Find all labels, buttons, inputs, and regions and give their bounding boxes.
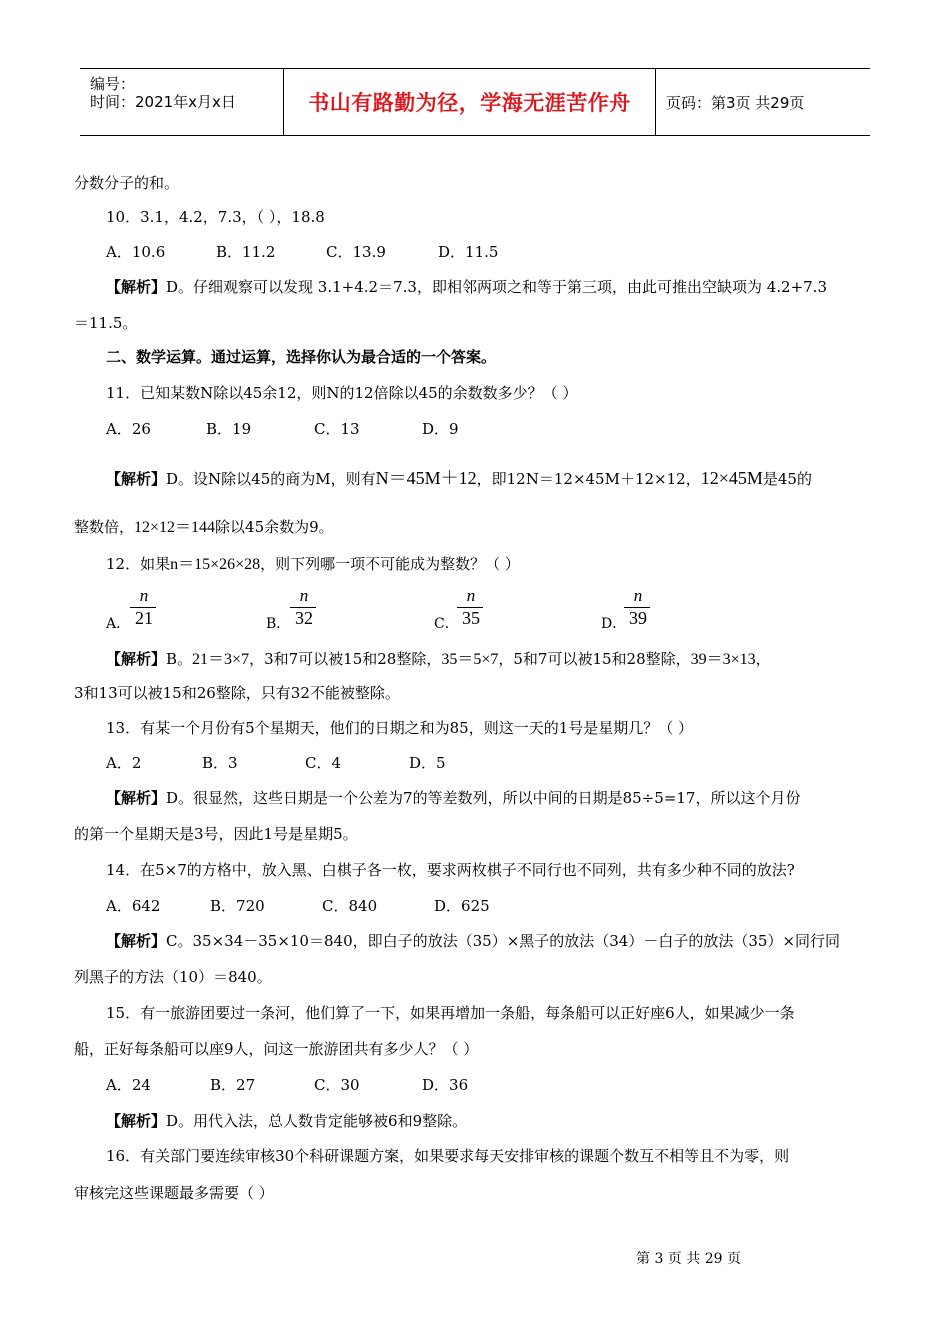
option: D．11.5	[438, 243, 499, 261]
option: A．24	[106, 1076, 151, 1094]
option: D．5	[409, 754, 446, 772]
text-line: 分数分子的和。	[74, 174, 180, 192]
answer-tag: 【解析】	[106, 278, 167, 296]
question-16-cont: 审核完这些课题最多需要（ ）	[74, 1184, 274, 1202]
question-10: 10．3.1，4.2，7.3，（ ），18.8	[106, 208, 325, 226]
option: B．19	[206, 420, 252, 438]
question-10-options	[106, 241, 498, 262]
answer-11	[106, 464, 812, 490]
option-label: D．	[601, 616, 627, 632]
formula: 12×45M	[700, 468, 763, 488]
option: C．13	[314, 420, 360, 438]
answer-tag: 【解析】	[106, 650, 167, 668]
header-motto-cell	[283, 69, 656, 135]
fraction-denominator: 39	[629, 608, 647, 628]
answer-11-cont	[74, 514, 334, 537]
header-date-label: 时间：2021年x月x日	[90, 93, 236, 111]
header-motto: 书山有路勤为径，学海无涯苦作舟	[308, 91, 631, 115]
question-16: 16．有关部门要连续审核30个科研课题方案，如果要求每天安排审核的课题个数互不相等且不为零，则	[106, 1147, 790, 1165]
answer-text: D。很显然，这些日期是一个公差为7的等差数列，所以中间的日期是85÷5=17，所以这个月份	[166, 789, 801, 807]
question-text: ，则下列哪一项不可能成为整数？（ ）	[260, 555, 520, 573]
formula: 39＝3×13	[690, 651, 756, 668]
answer-text: ，3和7可以被15和28整除，	[249, 650, 442, 668]
answer-14	[106, 930, 840, 951]
option: C．840	[322, 897, 378, 915]
formula: 35＝5×7	[441, 651, 499, 668]
header-page-info-cell	[656, 69, 870, 135]
option: B．27	[210, 1076, 256, 1094]
option: C．13.9	[326, 243, 386, 261]
header-page-info: 页码：第3页 共29页	[666, 93, 805, 112]
fraction-numerator: n	[299, 586, 309, 605]
answer-13	[106, 787, 800, 808]
question-15-cont: 船，正好每条船可以座9人，问这一旅游团共有多少人？（ ）	[74, 1040, 479, 1058]
option: A．26	[106, 420, 151, 438]
answer-10-cont: ＝11.5。	[74, 314, 138, 332]
answer-text: 是45的	[762, 470, 812, 488]
answer-14-cont: 列黑子的方法（10）＝840。	[74, 968, 272, 986]
question-15: 15．有一旅游团要过一条河，他们算了一下，如果再增加一条船，每条船可以正好座6人，如果减少一条	[106, 1004, 795, 1022]
question-text: 12．如果	[106, 555, 171, 573]
page-header	[80, 68, 870, 136]
question-15-options	[106, 1074, 468, 1095]
answer-text: D。设N除以45的商为M，则有	[166, 470, 376, 488]
answer-text: ，	[755, 650, 771, 668]
question-11-options	[106, 418, 459, 439]
header-number-label: 编号：	[90, 75, 136, 93]
answer-text: ，即12N＝12×45M＋12×12，	[476, 470, 701, 488]
answer-tag: 【解析】	[106, 932, 167, 950]
option: A．642	[106, 897, 161, 915]
fraction-numerator: n	[466, 586, 476, 605]
answer-text: B。	[166, 650, 193, 668]
fraction-denominator: 32	[295, 608, 313, 628]
formula: n＝15×26×28	[170, 556, 261, 573]
fraction-numerator: n	[139, 586, 149, 605]
page-footer: 第 3 页 共 29 页	[636, 1251, 741, 1267]
option: C．30	[314, 1076, 360, 1094]
question-13: 13．有某一个月份有5个星期天，他们的日期之和为85，则这一天的1号是星期几？（ ）	[106, 719, 694, 737]
answer-text: 整数倍，	[74, 518, 135, 536]
option-label: C．	[434, 616, 459, 632]
fraction-denominator: 35	[462, 608, 480, 628]
answer-text: ，5和7可以被15和28整除，	[498, 650, 691, 668]
answer-12-cont: 3和13可以被15和26整除，只有32不能被整除。	[74, 684, 400, 702]
answer-text: D。仔细观察可以发现 3.1+4.2＝7.3，即相邻两项之和等于第三项，由此可推出空缺项为 4.2+7.3	[166, 278, 827, 296]
formula: 12×12＝144	[134, 519, 216, 536]
question-14: 14．在5×7的方格中，放入黑、白棋子各一枚，要求两枚棋子不同行也不同列，共有多少种不同的放法?	[106, 861, 795, 879]
section-heading: 二、数学运算。通过运算，选择你认为最合适的一个答案。	[106, 348, 497, 366]
answer-tag: 【解析】	[106, 470, 167, 488]
option-label: B．	[266, 616, 291, 632]
option: D．9	[422, 420, 459, 438]
answer-text: D。用代入法，总人数肯定能够被6和9整除。	[166, 1112, 468, 1130]
answer-tag: 【解析】	[106, 1112, 167, 1130]
option: B．720	[210, 897, 265, 915]
answer-text: C。35×34－35×10＝840，即白子的放法（35）×黑子的放法（34）－白子的放法（35）×同行同	[166, 932, 841, 950]
option: A．10.6	[106, 243, 166, 261]
option: C．4	[305, 754, 342, 772]
answer-13-cont: 的第一个星期天是3号，因此1号是星期5。	[74, 825, 358, 843]
formula: 21＝3×7	[192, 651, 250, 668]
question-14-options	[106, 895, 490, 916]
formula: N＝45M＋12	[375, 468, 477, 488]
header-left-cell	[80, 69, 283, 135]
question-11: 11．已知某数N除以45余12，则N的12倍除以45的余数数多少？（ ）	[106, 384, 578, 402]
answer-tag: 【解析】	[106, 789, 167, 807]
option: B．3	[202, 754, 238, 772]
option-label: A．	[106, 616, 131, 632]
question-13-options	[106, 752, 446, 773]
answer-12	[106, 646, 771, 669]
option: D．36	[422, 1076, 469, 1094]
answer-text: 除以45余数为9。	[215, 518, 334, 536]
option: A．2	[106, 754, 142, 772]
option: B．11.2	[216, 243, 276, 261]
answer-15	[106, 1110, 467, 1131]
fraction-denominator: 21	[135, 608, 153, 628]
answer-10	[106, 276, 827, 297]
fraction-numerator: n	[633, 586, 643, 605]
option: D．625	[434, 897, 490, 915]
question-12	[106, 551, 520, 574]
